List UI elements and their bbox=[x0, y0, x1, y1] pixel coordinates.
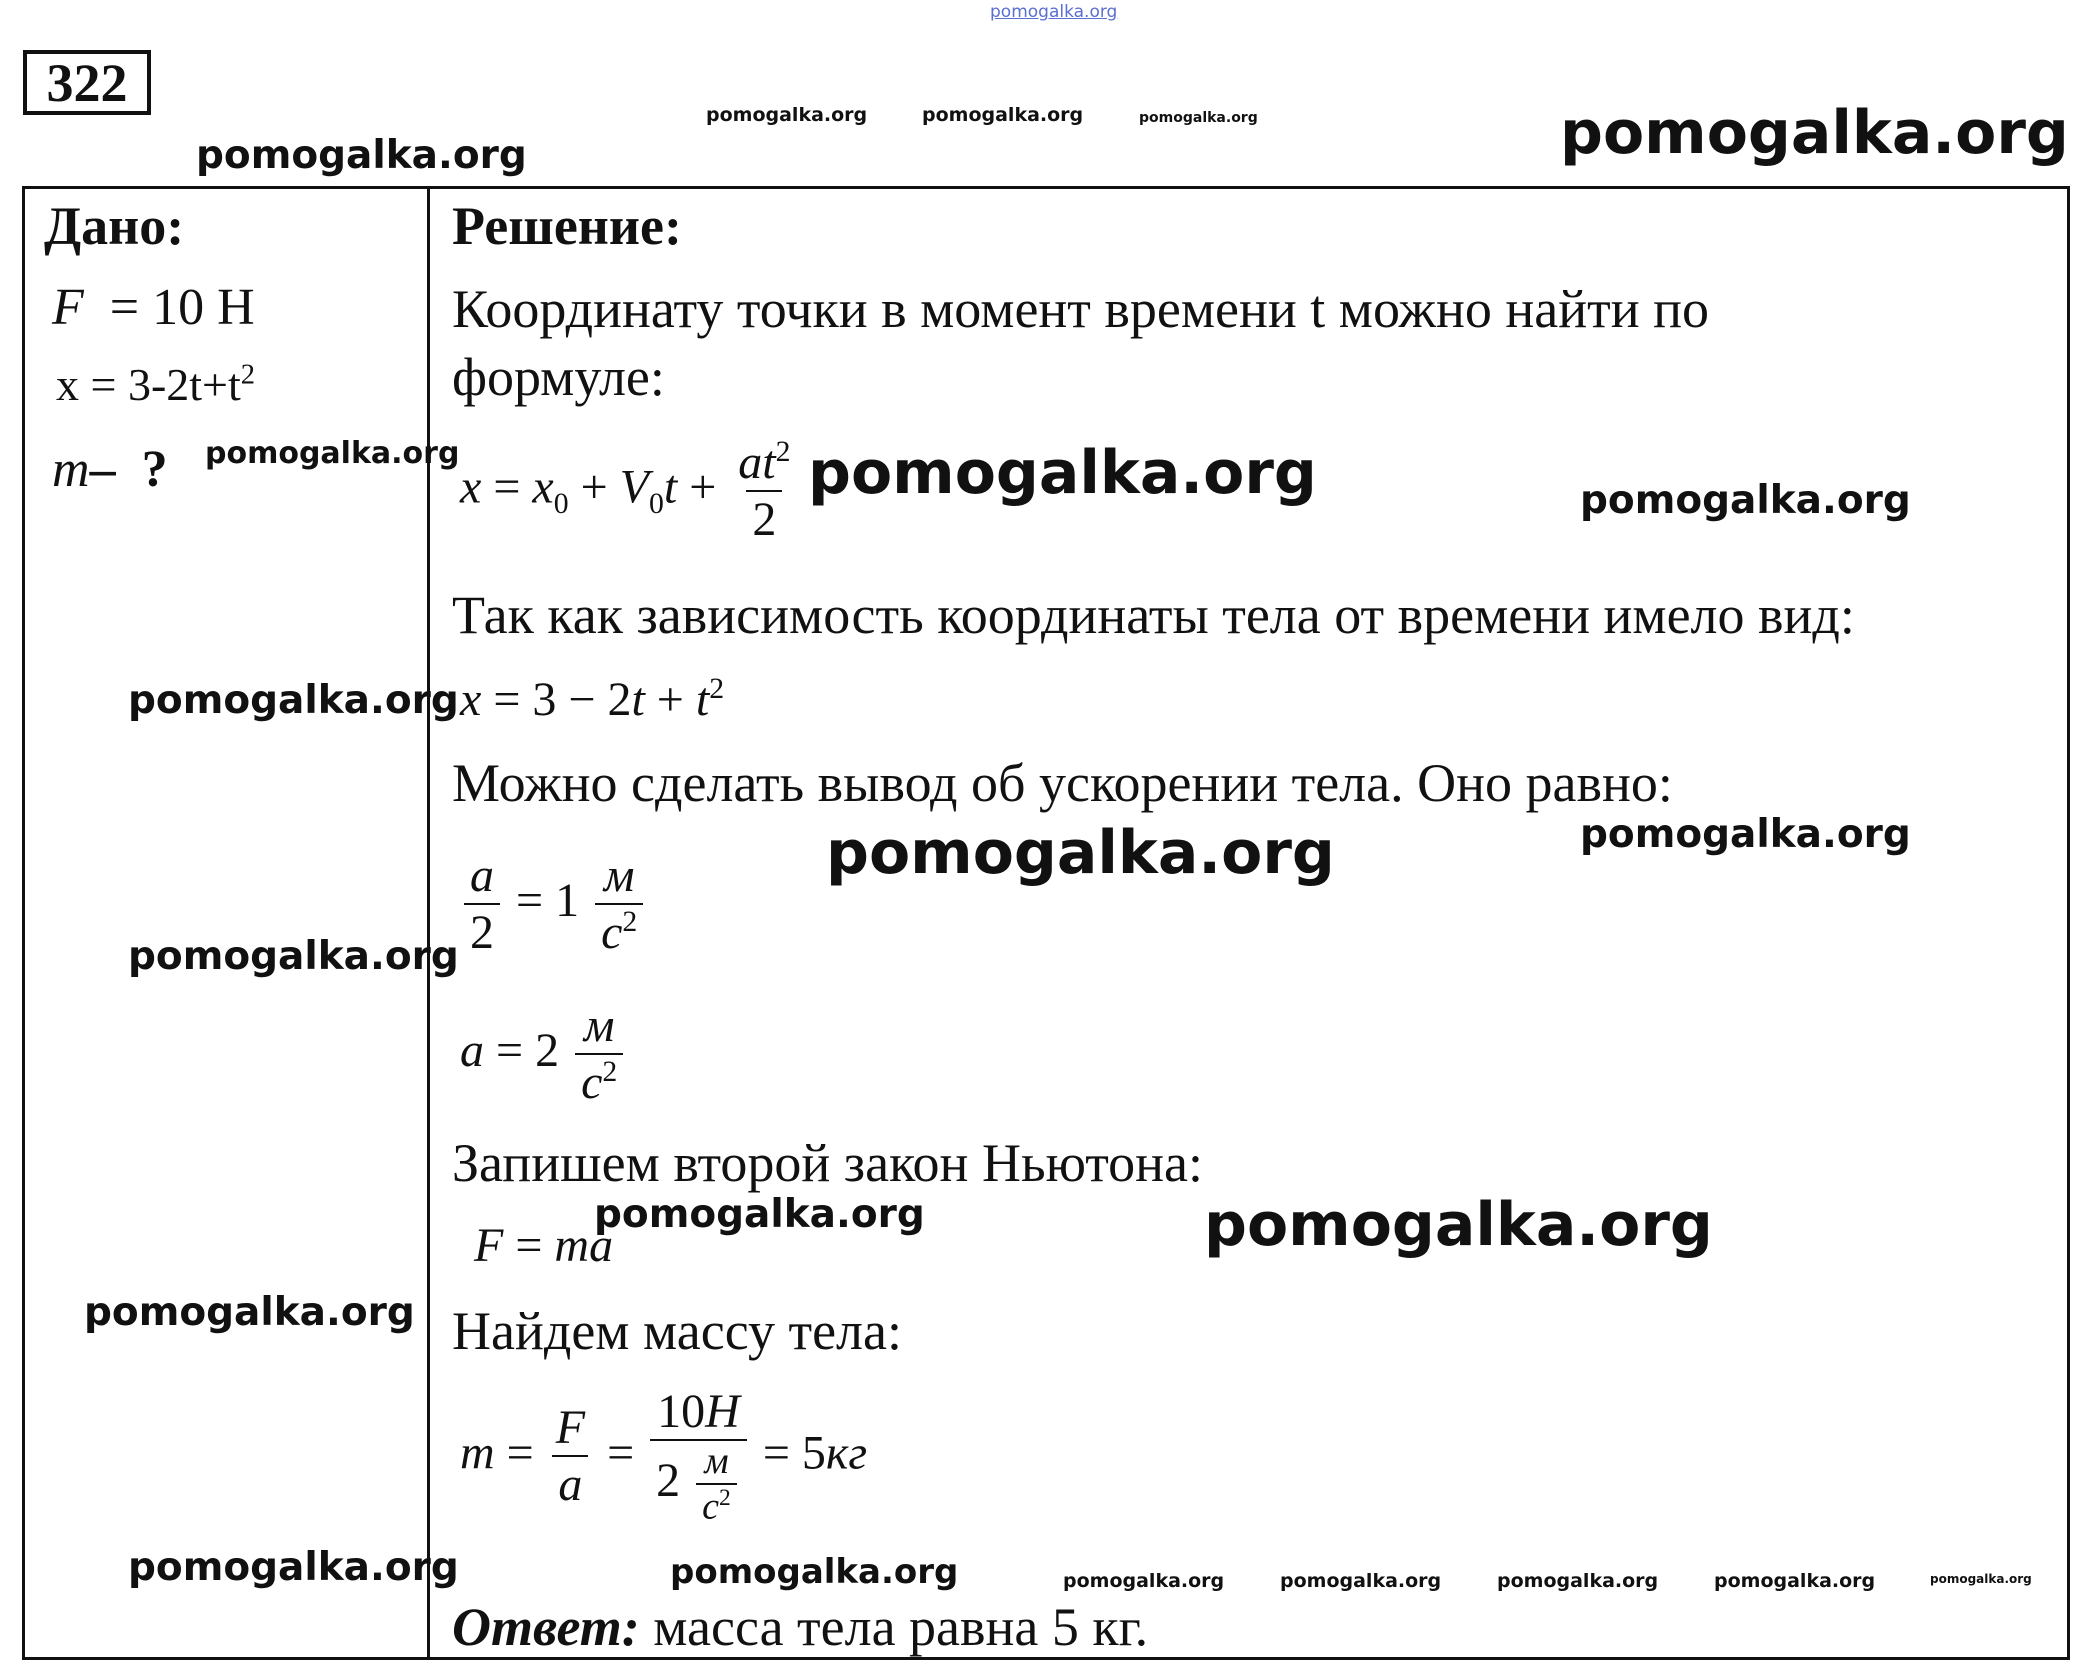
watermark: pomogalka.org bbox=[1139, 110, 1258, 126]
watermark: pomogalka.org bbox=[196, 133, 527, 178]
watermark: pomogalka.org bbox=[1280, 1570, 1442, 1592]
watermark: pomogalka.org bbox=[1063, 1570, 1225, 1592]
watermark: pomogalka.org bbox=[826, 818, 1335, 888]
table-divider bbox=[427, 186, 430, 1660]
given-force: F = 10 Н bbox=[52, 279, 255, 336]
solution-heading: Решение: bbox=[452, 196, 682, 256]
given-equation: $x = 3-2t+t^2$ bbox=[56, 359, 256, 410]
watermark: pomogalka.org bbox=[1204, 1190, 1713, 1260]
paragraph-5: Найдем массу тела: bbox=[452, 1301, 902, 1361]
watermark: pomogalka.org bbox=[1580, 812, 1911, 857]
formula-coordinate: $x = x_0 + V_0t$ + $\frac{at^2}{2}$ bbox=[460, 435, 791, 546]
watermark: pomogalka.org bbox=[205, 436, 460, 471]
paragraph-3: Можно сделать вывод об ускорении тела. Оно равно: bbox=[452, 753, 1673, 813]
answer-label: Ответ: bbox=[452, 1597, 640, 1657]
watermark: pomogalka.org bbox=[84, 1290, 415, 1335]
formula-given-dependence: $x = 3 - 2t + t^2$ bbox=[460, 672, 725, 726]
problem-number: 322 bbox=[23, 50, 151, 115]
watermark: pomogalka.org bbox=[1497, 1570, 1659, 1592]
paragraph-1-line-1: Координату точки в момент времени t можно найти по bbox=[452, 279, 1710, 339]
watermark: pomogalka.org bbox=[808, 438, 1317, 508]
watermark: pomogalka.org bbox=[706, 104, 868, 126]
watermark: pomogalka.org bbox=[1930, 1572, 2032, 1586]
paragraph-4: Запишем второй закон Ньютона: bbox=[452, 1133, 1203, 1193]
answer bbox=[452, 1596, 1148, 1658]
given-unknown: m– ? bbox=[52, 441, 168, 498]
watermark: pomogalka.org bbox=[128, 1545, 459, 1590]
watermark: pomogalka.org bbox=[128, 934, 459, 979]
given-heading: Дано: bbox=[44, 196, 185, 256]
watermark: pomogalka.org bbox=[128, 678, 459, 723]
watermark: pomogalka.org bbox=[1560, 98, 2069, 168]
formula-acceleration: a = 2 $\frac{м}{с^2}$ bbox=[460, 1000, 627, 1110]
answer-text: масса тела равна 5 кг. bbox=[653, 1597, 1149, 1657]
watermark: pomogalka.org bbox=[670, 1552, 959, 1592]
watermark: pomogalka.org bbox=[1580, 478, 1911, 523]
paragraph-1-line-2: формуле: bbox=[452, 347, 665, 407]
solution-table bbox=[22, 186, 2070, 1660]
formula-half-acceleration: $\frac{a}{2}$ = 1 $\frac{м}{с^2}$ bbox=[460, 850, 647, 960]
formula-mass: m = $\frac{F}{a}$ = 10Н 2 $\frac{м}{с^2}$ = 5кг bbox=[460, 1385, 868, 1528]
watermark-top[interactable]: pomogalka.org bbox=[990, 2, 1118, 22]
watermark: pomogalka.org bbox=[594, 1192, 925, 1237]
watermark: pomogalka.org bbox=[922, 104, 1084, 126]
watermark: pomogalka.org bbox=[1714, 1570, 1876, 1592]
formula-newton: F = ma bbox=[474, 1219, 614, 1272]
paragraph-2: Так как зависимость координаты тела от времени имело вид: bbox=[452, 585, 1855, 645]
